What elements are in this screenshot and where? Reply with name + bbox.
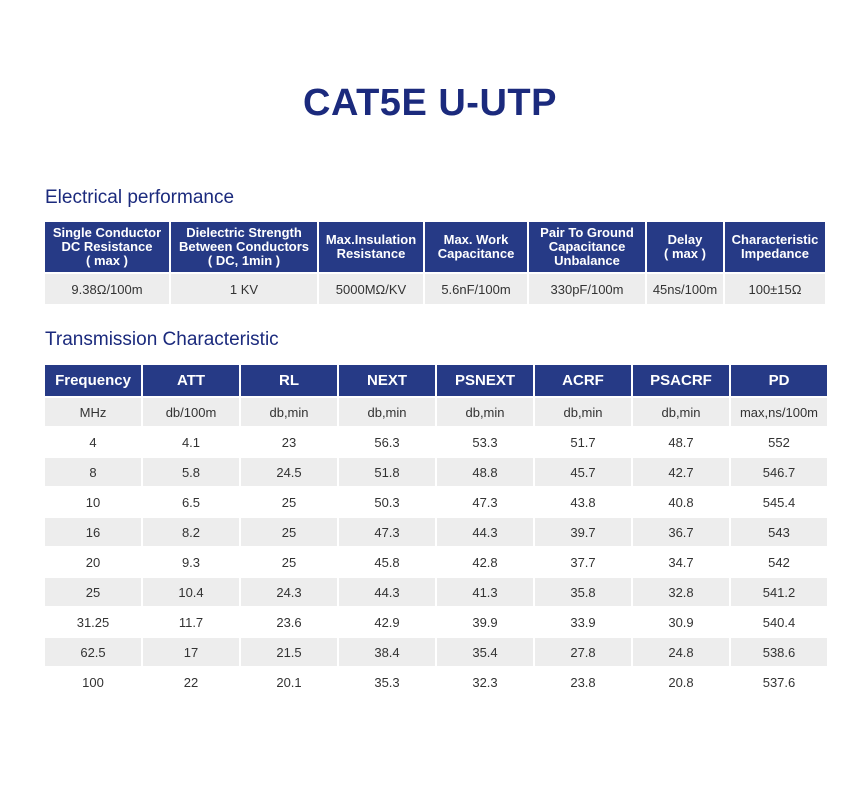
table-cell: 25	[241, 488, 337, 518]
electrical-header-line: ( max )	[86, 253, 128, 268]
electrical-header-line: Impedance	[741, 246, 809, 261]
table-cell: 47.3	[339, 518, 435, 548]
table-cell: 8.2	[143, 518, 239, 548]
table-cell: 21.5	[241, 638, 337, 668]
unit-cell: db,min	[339, 398, 435, 428]
unit-cell: db,min	[535, 398, 631, 428]
unit-cell: MHz	[45, 398, 141, 428]
unit-cell: db,min	[633, 398, 729, 428]
table-cell: 62.5	[45, 638, 141, 668]
table-cell: 20	[45, 548, 141, 578]
table-cell: 25	[241, 548, 337, 578]
electrical-value-cell: 330pF/100m	[529, 274, 645, 304]
table-cell: 541.2	[731, 578, 827, 608]
table-cell: 23	[241, 428, 337, 458]
table-cell: 30.9	[633, 608, 729, 638]
table-cell: 45.8	[339, 548, 435, 578]
table-cell: 25	[45, 578, 141, 608]
table-row	[45, 608, 827, 638]
table-cell: 538.6	[731, 638, 827, 668]
table-cell: 38.4	[339, 638, 435, 668]
transmission-header-cell: PSACRF	[633, 365, 729, 398]
table-cell: 5.8	[143, 458, 239, 488]
table-cell: 36.7	[633, 518, 729, 548]
transmission-characteristic-heading: Transmission Characteristic	[45, 329, 279, 350]
table-cell: 42.9	[339, 608, 435, 638]
table-cell: 24.5	[241, 458, 337, 488]
electrical-values-row	[45, 274, 825, 304]
unit-cell: db,min	[241, 398, 337, 428]
table-cell: 33.9	[535, 608, 631, 638]
electrical-value-cell: 5.6nF/100m	[425, 274, 527, 304]
electrical-header-line: Single Conductor	[52, 225, 162, 240]
electrical-header-cell	[425, 222, 527, 274]
electrical-header-cell	[647, 222, 723, 274]
table-row	[45, 578, 827, 608]
table-cell: 8	[45, 458, 141, 488]
electrical-performance-heading: Electrical performance	[45, 187, 235, 208]
transmission-header-cell: RL	[241, 365, 337, 398]
table-cell: 47.3	[437, 488, 533, 518]
table-cell: 32.8	[633, 578, 729, 608]
electrical-header-line: ( max )	[664, 246, 706, 261]
table-cell: 11.7	[143, 608, 239, 638]
electrical-header-line: Dielectric Strength	[186, 225, 302, 240]
table-cell: 44.3	[437, 518, 533, 548]
electrical-header-line: Unbalance	[554, 253, 620, 268]
table-cell: 4	[45, 428, 141, 458]
table-cell: 23.8	[535, 668, 631, 698]
table-cell: 10	[45, 488, 141, 518]
electrical-header-row	[45, 222, 825, 274]
electrical-value-cell: 45ns/100m	[647, 274, 723, 304]
table-cell: 45.7	[535, 458, 631, 488]
unit-cell: db/100m	[143, 398, 239, 428]
electrical-header-cell	[725, 222, 825, 274]
table-cell: 20.1	[241, 668, 337, 698]
table-cell: 56.3	[339, 428, 435, 458]
table-row	[45, 458, 827, 488]
electrical-header-line: Capacitance	[437, 246, 515, 261]
table-cell: 27.8	[535, 638, 631, 668]
transmission-header-cell: ATT	[143, 365, 239, 398]
table-cell: 24.3	[241, 578, 337, 608]
table-cell: 10.4	[143, 578, 239, 608]
electrical-header-line: Delay	[667, 232, 703, 247]
table-cell: 43.8	[535, 488, 631, 518]
electrical-header-line: DC Resistance	[61, 239, 153, 254]
table-cell: 39.9	[437, 608, 533, 638]
table-cell: 44.3	[339, 578, 435, 608]
table-cell: 24.8	[633, 638, 729, 668]
electrical-header-line: Pair To Ground	[540, 225, 634, 240]
page-title: CAT5E U-UTP	[303, 82, 557, 124]
table-cell: 50.3	[339, 488, 435, 518]
table-cell: 9.3	[143, 548, 239, 578]
table-cell: 537.6	[731, 668, 827, 698]
table-cell: 35.8	[535, 578, 631, 608]
electrical-header-cell	[171, 222, 317, 274]
transmission-characteristic-table	[43, 365, 829, 698]
table-cell: 35.4	[437, 638, 533, 668]
table-cell: 35.3	[339, 668, 435, 698]
electrical-header-cell	[529, 222, 645, 274]
table-cell: 42.7	[633, 458, 729, 488]
table-cell: 6.5	[143, 488, 239, 518]
electrical-header-cell	[45, 222, 169, 274]
electrical-value-cell: 100±15Ω	[725, 274, 825, 304]
table-cell: 53.3	[437, 428, 533, 458]
electrical-header-line: Resistance	[336, 246, 406, 261]
table-cell: 51.7	[535, 428, 631, 458]
electrical-header-line: Between Conductors	[178, 239, 309, 254]
electrical-header-line: ( DC, 1min )	[207, 253, 281, 268]
table-row	[45, 428, 827, 458]
table-cell: 48.8	[437, 458, 533, 488]
table-cell: 40.8	[633, 488, 729, 518]
table-cell: 17	[143, 638, 239, 668]
electrical-header-cell	[319, 222, 423, 274]
table-cell: 34.7	[633, 548, 729, 578]
unit-cell: db,min	[437, 398, 533, 428]
electrical-header-line: Capacitance	[548, 239, 626, 254]
electrical-value-cell: 9.38Ω/100m	[45, 274, 169, 304]
table-cell: 540.4	[731, 608, 827, 638]
transmission-header-cell: PSNEXT	[437, 365, 533, 398]
table-cell: 100	[45, 668, 141, 698]
table-cell: 51.8	[339, 458, 435, 488]
unit-cell: max,ns/100m	[731, 398, 827, 428]
units-row	[45, 398, 827, 428]
table-row	[45, 548, 827, 578]
electrical-value-cell: 1 KV	[171, 274, 317, 304]
table-row	[45, 518, 827, 548]
transmission-header-cell: ACRF	[535, 365, 631, 398]
transmission-header-row	[45, 365, 827, 398]
table-cell: 25	[241, 518, 337, 548]
table-cell: 22	[143, 668, 239, 698]
table-cell: 42.8	[437, 548, 533, 578]
table-cell: 31.25	[45, 608, 141, 638]
table-cell: 545.4	[731, 488, 827, 518]
transmission-header-cell: Frequency	[45, 365, 141, 398]
table-cell: 23.6	[241, 608, 337, 638]
table-cell: 41.3	[437, 578, 533, 608]
electrical-header-line: Max. Work	[443, 232, 509, 247]
transmission-header-cell: NEXT	[339, 365, 435, 398]
table-cell: 546.7	[731, 458, 827, 488]
table-cell: 4.1	[143, 428, 239, 458]
table-cell: 20.8	[633, 668, 729, 698]
electrical-value-cell: 5000MΩ/KV	[319, 274, 423, 304]
electrical-performance-table	[43, 222, 827, 304]
transmission-header-cell: PD	[731, 365, 827, 398]
table-cell: 32.3	[437, 668, 533, 698]
electrical-header-line: Characteristic	[731, 232, 819, 247]
table-cell: 39.7	[535, 518, 631, 548]
electrical-header-line: Max.Insulation	[325, 232, 417, 247]
table-cell: 37.7	[535, 548, 631, 578]
table-row	[45, 488, 827, 518]
table-cell: 16	[45, 518, 141, 548]
table-row	[45, 638, 827, 668]
table-row	[45, 668, 827, 698]
table-cell: 48.7	[633, 428, 729, 458]
table-cell: 542	[731, 548, 827, 578]
table-cell: 543	[731, 518, 827, 548]
table-cell: 552	[731, 428, 827, 458]
